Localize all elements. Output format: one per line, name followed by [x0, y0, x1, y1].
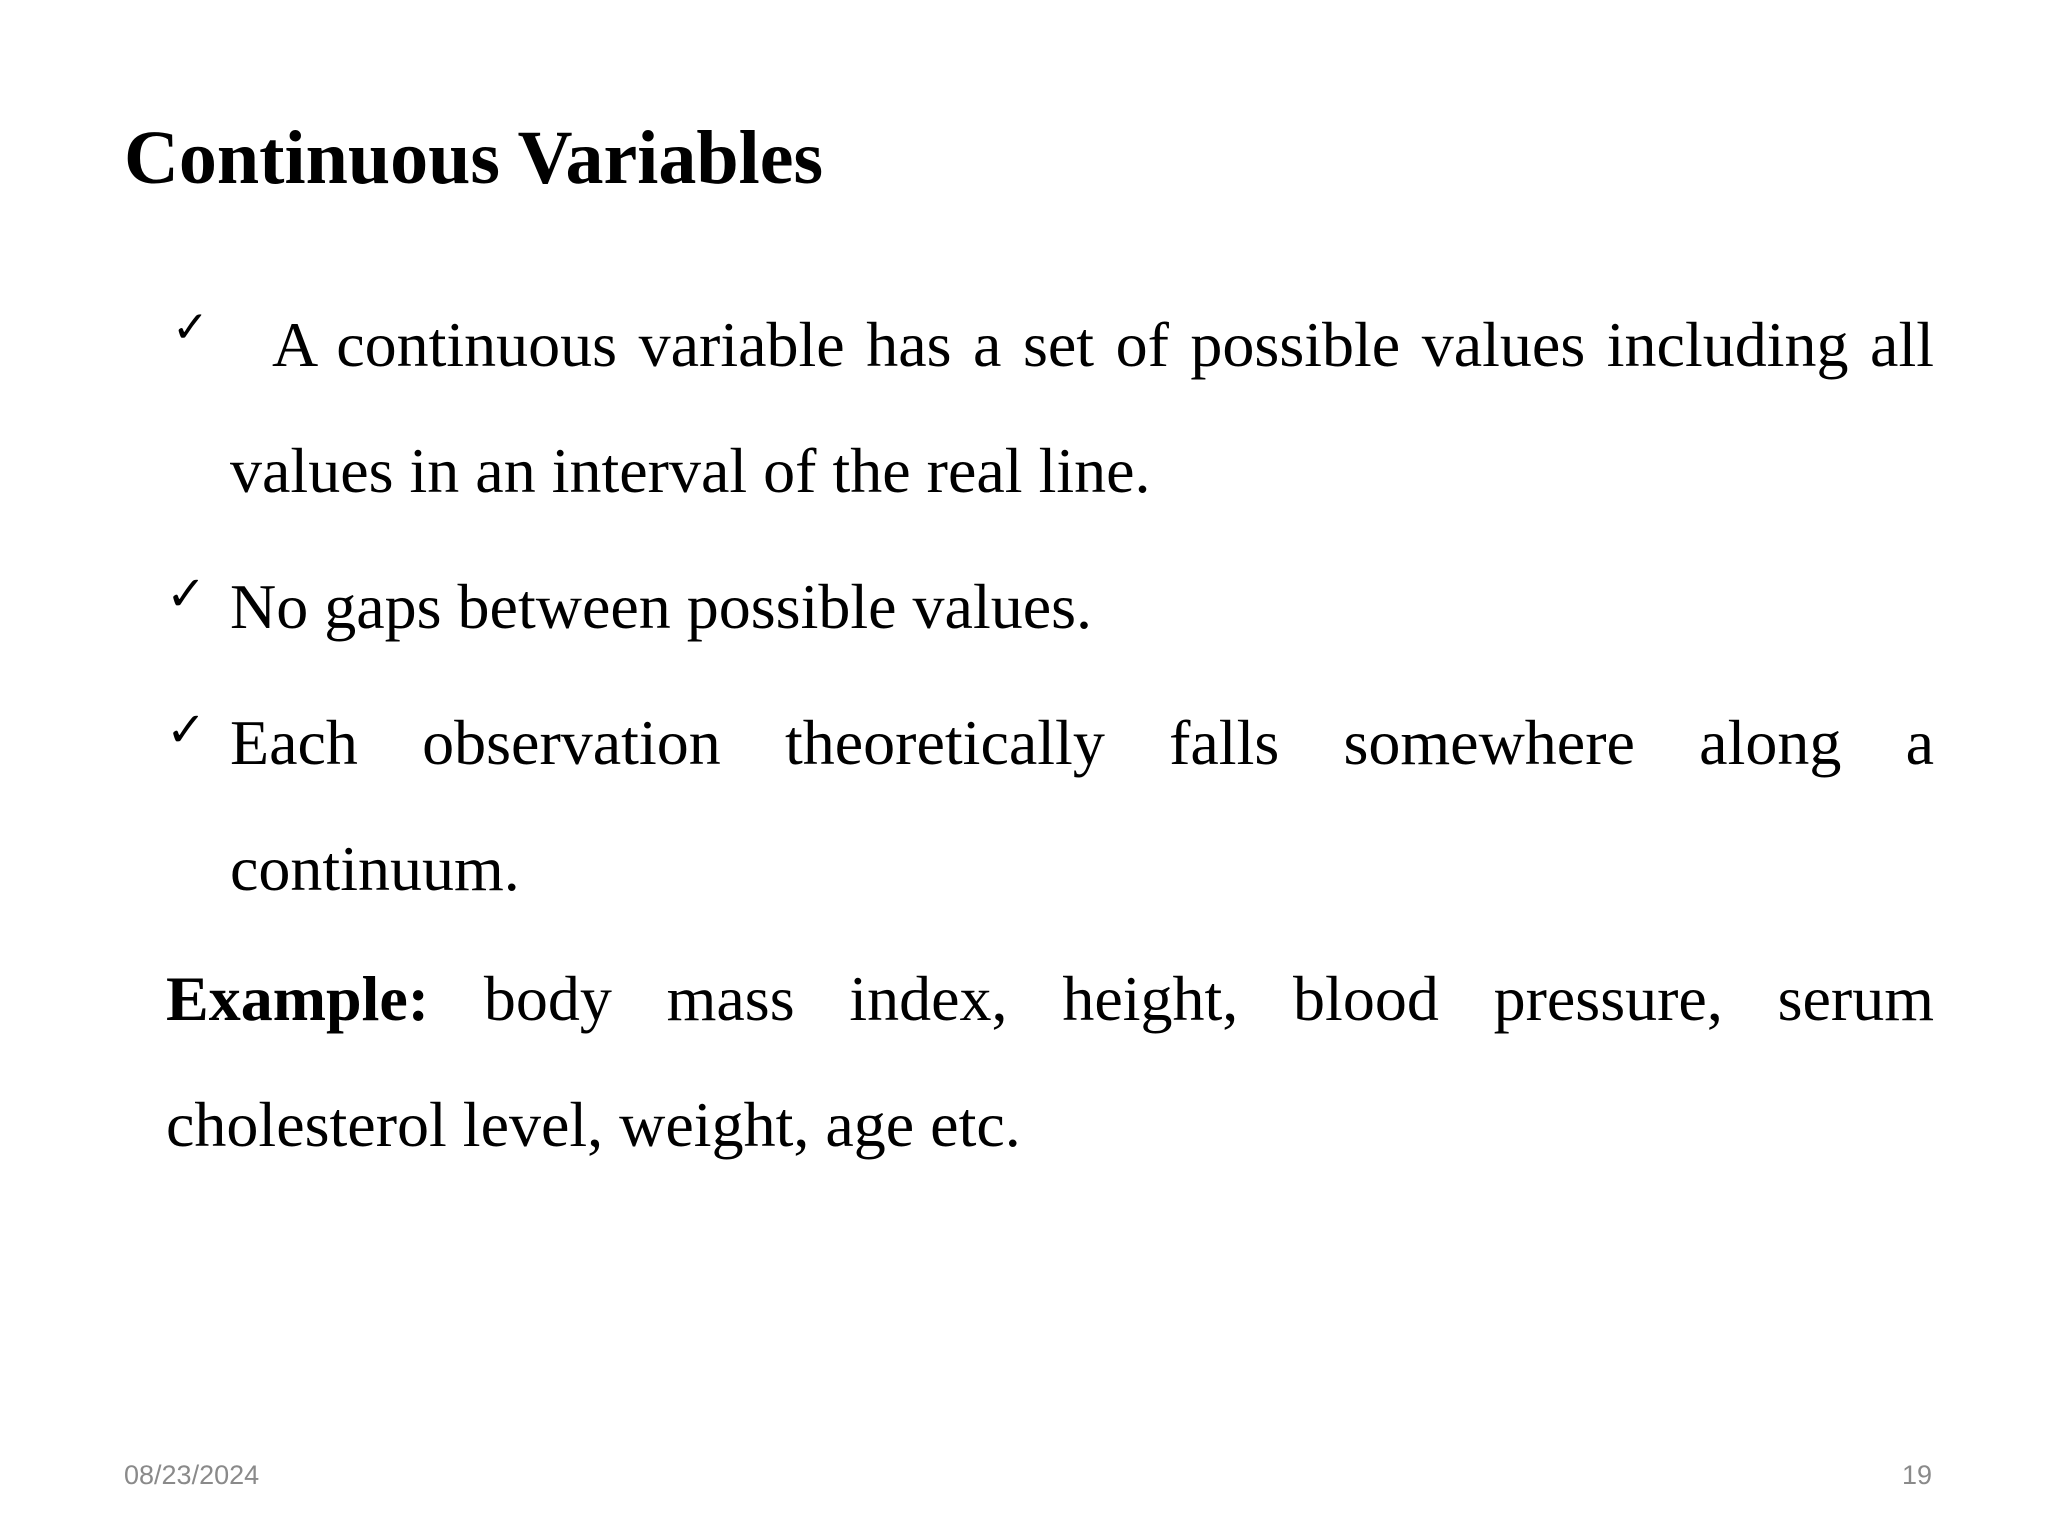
- footer-date: 08/23/2024: [124, 1460, 260, 1490]
- slide-content: [166, 282, 1934, 1188]
- footer-page-number: 19: [1901, 1460, 1932, 1490]
- example-label: Example:: [166, 963, 430, 1034]
- checkmark-icon: ✓: [166, 566, 207, 622]
- bullet-item: [166, 680, 1934, 932]
- bullet-text: No gaps between possible values.: [230, 571, 1093, 642]
- example-paragraph: [166, 936, 1934, 1188]
- example-text: body mass index, height, blood pressure, serum cholesterol level, weight, age etc.: [166, 963, 1934, 1160]
- bullet-text: A continuous variable has a set of possible values including all values in an interval of the real line.: [230, 309, 1934, 506]
- slide-title: Continuous Variables: [124, 116, 824, 200]
- bullet-item: [166, 282, 1934, 534]
- checkmark-icon: ✓: [172, 302, 209, 353]
- bullet-text: Each observation theoretically falls somewhere along a continuum.: [230, 707, 1934, 904]
- checkmark-icon: ✓: [166, 702, 207, 758]
- bullet-item: [166, 544, 1934, 670]
